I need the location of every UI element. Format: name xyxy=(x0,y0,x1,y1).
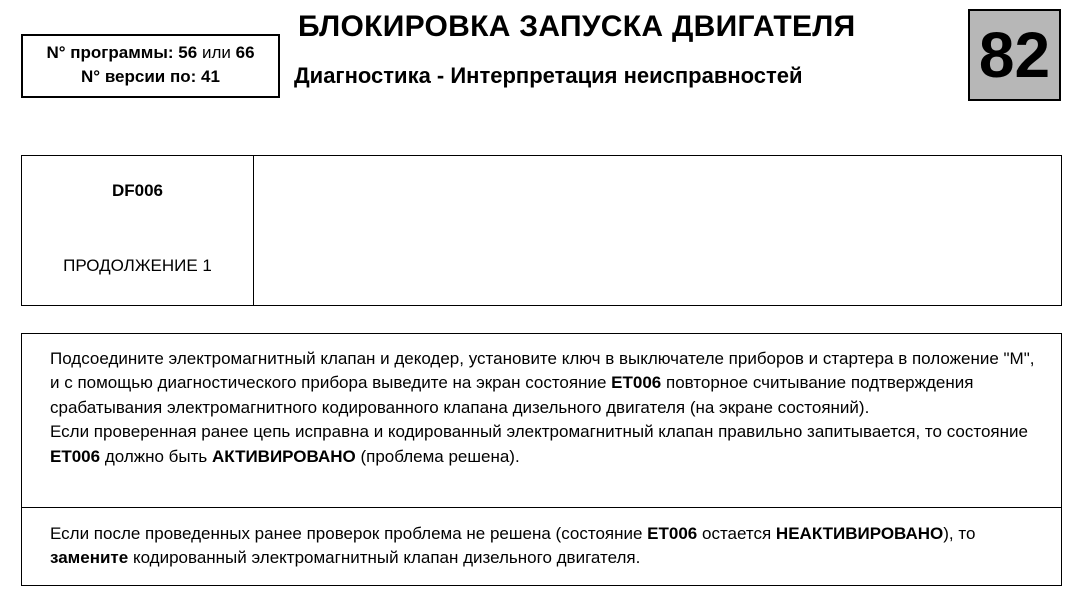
program-value-1: 56 xyxy=(178,43,198,62)
section-number-badge: 82 xyxy=(968,9,1061,101)
instructions-box xyxy=(21,333,1062,586)
p2-text-e: ), то xyxy=(943,524,976,543)
fault-header-table xyxy=(21,155,1062,306)
fault-continuation: ПРОДОЛЖЕНИЕ 1 xyxy=(63,256,212,275)
p1-state-code-2: ЕТ006 xyxy=(50,446,101,466)
p1-text-a: Подсоедините электромагнитный клапан и декодер, установите ключ в выключателе приборов и стартера в положение "М", и с помощью диагностического прибора выведите на экран состояние xyxy=(50,349,1035,393)
program-number-line xyxy=(23,41,278,65)
fault-code: DF006 xyxy=(111,181,164,200)
program-version-box xyxy=(21,34,280,98)
instructions-divider xyxy=(22,507,1061,508)
p2-text-g: кодированный электромагнитный клапан дизельного двигателя. xyxy=(128,548,641,568)
program-value-2: 66 xyxy=(235,43,255,62)
program-label: N° программы: xyxy=(46,43,174,62)
page-title: БЛОКИРОВКА ЗАПУСКА ДВИГАТЕЛЯ xyxy=(298,10,856,43)
version-number-line xyxy=(23,65,278,89)
p1-activated: АКТИВИРОВАНО xyxy=(212,446,356,466)
instruction-paragraph-2 xyxy=(50,522,1041,571)
fault-id-cell xyxy=(22,156,254,305)
p2-replace: замените xyxy=(50,548,129,568)
p1-state-code: ЕТ006 xyxy=(611,373,662,393)
page-subtitle: Диагностика - Интерпретация неисправностей xyxy=(294,63,803,88)
p1-text-f: должно быть xyxy=(100,446,212,466)
p2-state-code: ЕТ006 xyxy=(647,524,698,543)
p2-text-a: Если после проведенных ранее проверок проблема не решена (состояние xyxy=(50,524,648,543)
p1-text-c: повторное считывание подтверждения срабатывания электромагнитного кодированного клапана дизельного двигателя (на экране состояний). xyxy=(50,373,974,417)
instruction-paragraph-1 xyxy=(50,347,1041,469)
p2-deactivated: НЕАКТИВИРОВАНО xyxy=(775,524,944,543)
program-or: или xyxy=(201,43,231,62)
p2-text-c: остается xyxy=(697,524,776,543)
version-value: 41 xyxy=(201,67,220,86)
p1-text-h: (проблема решена). xyxy=(355,446,520,466)
version-label: N° версии по: xyxy=(81,67,197,86)
p1-text-d: Если проверенная ранее цепь исправна и кодированный электромагнитный клапан правильно запитывается, то состояние xyxy=(50,422,1028,442)
